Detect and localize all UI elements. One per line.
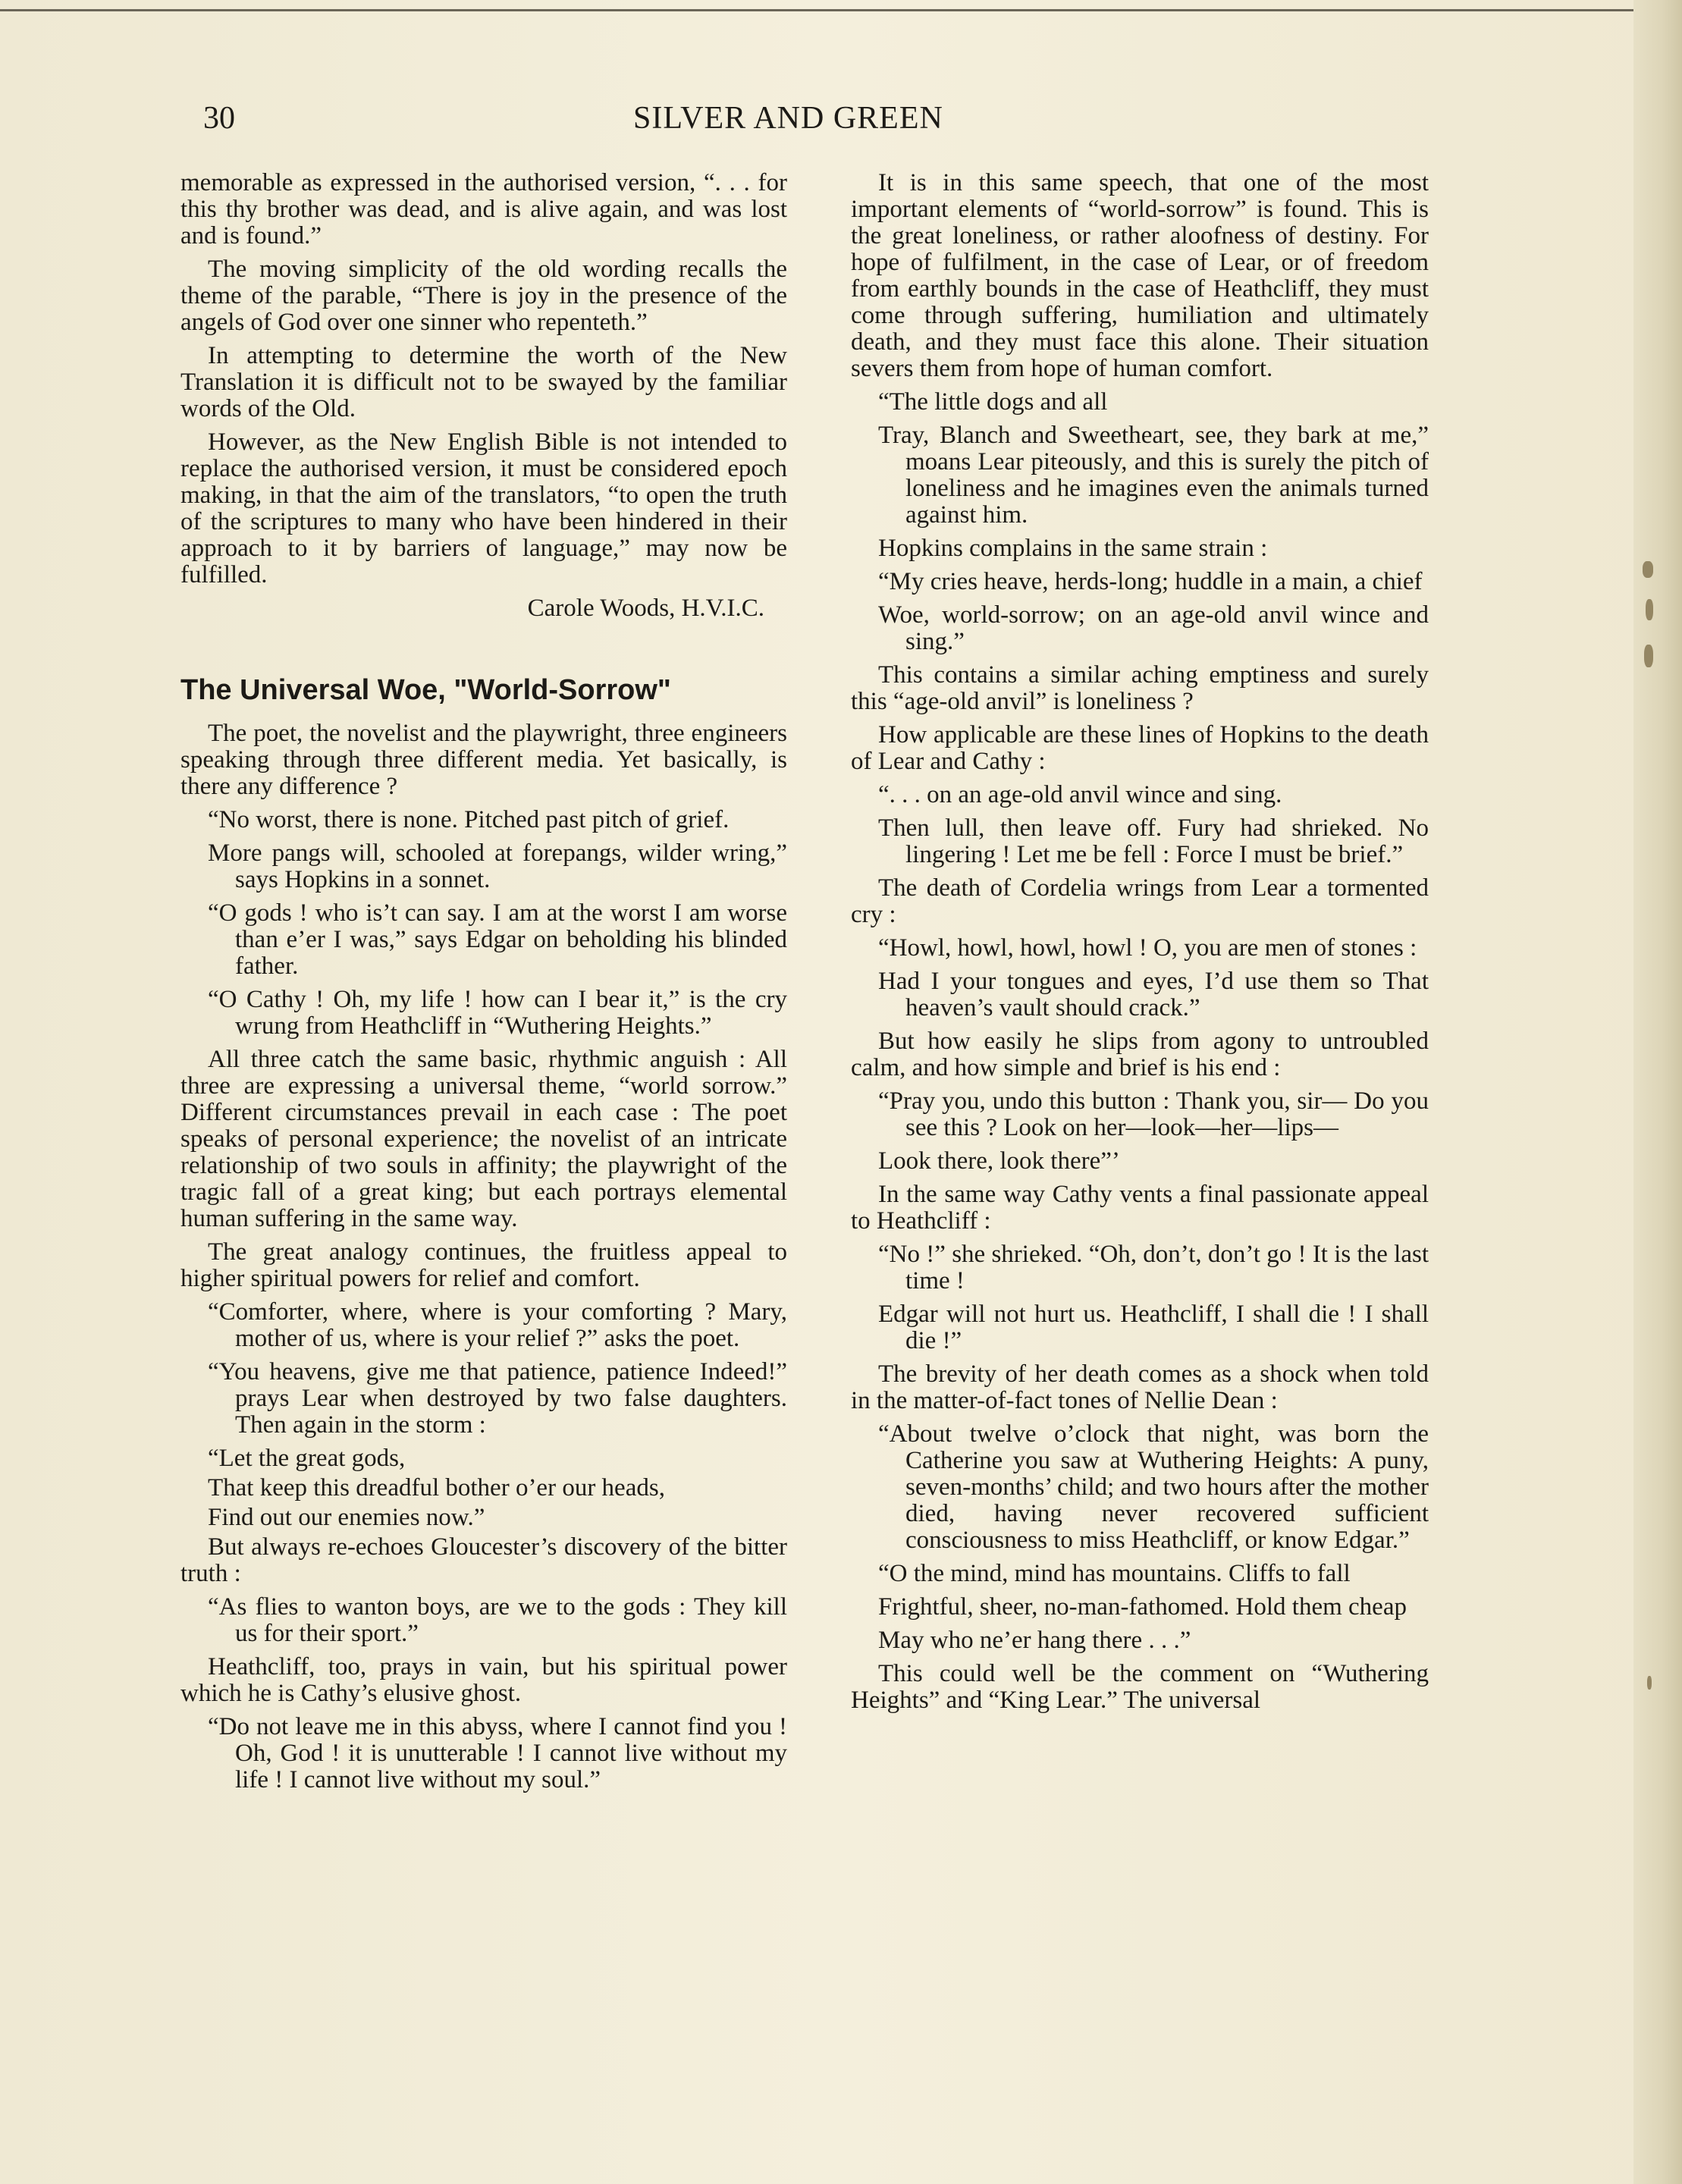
- paragraph: The poet, the novelist and the playwright, three engineers speaking through three different media. Yet basically, is there any difference ?: [180, 720, 787, 800]
- quotation: Tray, Blanch and Sweetheart, see, they bark at me,” moans Lear piteously, and this is surely the pitch of loneliness and he imagines even the animals turned against him.: [878, 422, 1429, 529]
- paragraph: It is in this same speech, that one of the most important elements of “world-sorrow” is found. This is the great loneliness, or rather aloofness of destiny. For hope of fulfilment, in the case of Lear, or of freedom from earthly bounds in the case of Heathcliff, they must come through suffering, humiliation and ultimately death, and they must face this alone. Their situation severs them from hope of human comfort.: [851, 169, 1429, 382]
- paragraph: The moving simplicity of the old wording recalls the theme of the parable, “There is joy in the presence of the angels of God over one sinner who repenteth.”: [180, 256, 787, 336]
- quotation: “No worst, there is none. Pitched past pitch of grief.: [208, 806, 730, 833]
- quotation: Edgar will not hurt us. Heathcliff, I shall die ! I shall die !”: [878, 1301, 1429, 1354]
- top-rule: [0, 9, 1682, 11]
- section-heading: The Universal Woe, "World-Sorrow": [180, 674, 671, 706]
- ink-blot: [1646, 599, 1653, 620]
- verse-line: Find out our enemies now.”: [208, 1504, 485, 1531]
- quotation: Had I your tongues and eyes, I’d use them so That heaven’s vault should crack.”: [878, 968, 1429, 1021]
- quotation: “No !” she shrieked. “Oh, don’t, don’t go ! It is the last time !: [878, 1241, 1429, 1294]
- paragraph: The great analogy continues, the fruitless appeal to higher spiritual powers for relief and comfort.: [180, 1238, 787, 1292]
- right-column: [851, 170, 1429, 1721]
- page-number: 30: [203, 101, 235, 136]
- verse-line: “Let the great gods,: [208, 1445, 406, 1472]
- paragraph: The brevity of her death comes as a shock when told in the matter-of-fact tones of Nellie Dean :: [851, 1360, 1429, 1414]
- quotation: May who ne’er hang there . . .”: [878, 1627, 1191, 1654]
- ink-blot: [1647, 1676, 1652, 1690]
- author-signature: Carole Woods, H.V.I.C.: [527, 595, 764, 622]
- quotation: “. . . on an age-old anvil wince and sing.: [878, 781, 1282, 808]
- paragraph: memorable as expressed in the authorised version, “. . . for this thy brother was dead, and is alive again, and was lost and is found.”: [180, 169, 787, 249]
- quotation: “O the mind, mind has mountains. Cliffs to fall: [878, 1560, 1351, 1587]
- page-edge-shadow: [1633, 0, 1682, 2184]
- quotation: Look there, look there”’: [878, 1147, 1120, 1175]
- paragraph: Hopkins complains in the same strain :: [878, 535, 1268, 562]
- paragraph: The death of Cordelia wrings from Lear a tormented cry :: [851, 874, 1429, 928]
- verse-line: That keep this dreadful bother o’er our heads,: [208, 1474, 665, 1502]
- quotation: “O gods ! who is’t can say. I am at the worst I am worse than e’er I was,” says Edgar on beholding his blinded father.: [208, 899, 787, 980]
- paragraph: But how easily he slips from agony to untroubled calm, and how simple and brief is his end :: [851, 1028, 1429, 1081]
- ink-blot: [1644, 645, 1653, 667]
- paragraph: This contains a similar aching emptiness and surely this “age-old anvil” is loneliness ?: [851, 661, 1429, 715]
- quotation: “You heavens, give me that patience, patience Indeed!” prays Lear when destroyed by two false daughters. Then again in the storm :: [208, 1358, 787, 1439]
- quotation: “As flies to wanton boys, are we to the gods : They kill us for their sport.”: [208, 1593, 787, 1647]
- paragraph: However, as the New English Bible is not intended to replace the authorised version, it must be considered epoch making, in that the aim of the translators, “to open the truth of the scriptures to many who have been hindered in their approach to it by barriers of language,” may now be fulfilled.: [180, 428, 787, 588]
- quotation: “My cries heave, herds-long; huddle in a main, a chief: [878, 568, 1423, 595]
- quotation: “O Cathy ! Oh, my life ! how can I bear it,” is the cry wrung from Heathcliff in “Wuthering Heights.”: [208, 986, 787, 1040]
- quotation: “About twelve o’clock that night, was born the Catherine you saw at Wuthering Heights: A puny, seven-months’ child; and two hours after the mother died, having never recovered sufficient consciousness to miss Heathcliff, or know Edgar.”: [878, 1420, 1429, 1554]
- paragraph: All three catch the same basic, rhythmic anguish : All three are expressing a universal theme, “world sorrow.” Different circumstances prevail in each case : The poet speaks of personal experience; the novelist of an intricate relationship of two souls in affinity; the playwright of the tragic fall of a great king; but each portrays elemental human suffering in the same way.: [180, 1046, 787, 1232]
- quotation: Frightful, sheer, no-man-fathomed. Hold them cheap: [878, 1593, 1407, 1621]
- paragraph: Heathcliff, too, prays in vain, but his spiritual power which he is Cathy’s elusive ghost.: [180, 1653, 787, 1707]
- ink-blot: [1643, 561, 1653, 578]
- paragraph: This could well be the comment on “Wuthering Heights” and “King Lear.” The universal: [851, 1660, 1429, 1714]
- quotation: “Pray you, undo this button : Thank you, sir— Do you see this ? Look on her—look—her—lips—: [878, 1087, 1429, 1141]
- quotation: “Comforter, where, where is your comforting ? Mary, mother of us, where is your relief ?” asks the poet.: [208, 1298, 787, 1352]
- quotation: Then lull, then leave off. Fury had shrieked. No lingering ! Let me be fell : Force I must be brief.”: [878, 814, 1429, 868]
- paragraph: In the same way Cathy vents a final passionate appeal to Heathcliff :: [851, 1181, 1429, 1235]
- paragraph: In attempting to determine the worth of the New Translation it is difficult not to be swayed by the familiar words of the Old.: [180, 342, 787, 422]
- quotation: “The little dogs and all: [878, 388, 1108, 416]
- running-title: SILVER AND GREEN: [633, 101, 943, 136]
- quotation: More pangs will, schooled at forepangs, wilder wring,” says Hopkins in a sonnet.: [208, 839, 787, 893]
- paragraph: But always re-echoes Gloucester’s discovery of the bitter truth :: [180, 1533, 787, 1587]
- left-column: [180, 170, 787, 1800]
- quotation: Woe, world-sorrow; on an age-old anvil wince and sing.”: [878, 601, 1429, 655]
- quotation: “Howl, howl, howl, howl ! O, you are men of stones :: [878, 934, 1417, 962]
- paragraph: How applicable are these lines of Hopkins to the death of Lear and Cathy :: [851, 721, 1429, 775]
- quotation: “Do not leave me in this abyss, where I cannot find you ! Oh, God ! it is unutterable ! I cannot live without my life ! I cannot live without my soul.”: [208, 1713, 787, 1793]
